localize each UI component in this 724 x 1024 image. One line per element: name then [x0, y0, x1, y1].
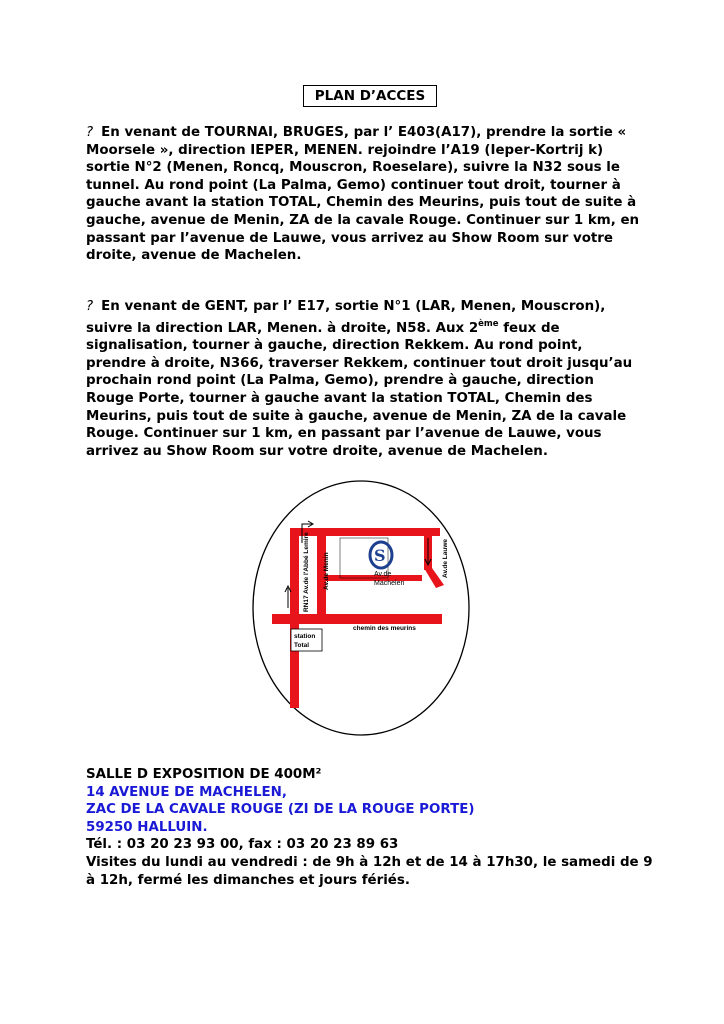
bullet-glyph: ?	[86, 299, 94, 314]
label-station-1: station	[294, 633, 316, 640]
bullet-glyph: ?	[86, 125, 94, 140]
label-road-menin: Av.de Menin	[323, 552, 330, 590]
directions-gent-text-2: feux de signalisation, tourner à gauche, direction Rekkem. Au rond point, prendre à droite, N366, traverser Rekkem, continuer tout droit jusqu’au prochain rond point (La Palma, Gemo), prendre à gauche, direction Rouge Porte, tourner à gauche avant la station TOTAL, Chemin des Meurins, puis tout de suite à gauche, avenue de Menin, ZA de la cavale Rouge. Continuer sur 1 km, en passant par l’avenue de Lauwe, vous arrivez au Show Room sur votre droite, avenue de Machelen.	[86, 320, 633, 459]
address-street: 14 AVENUE DE MACHELEN,	[86, 784, 287, 800]
label-machelen-1: Av.de	[374, 571, 392, 578]
access-map	[250, 478, 472, 740]
label-chemin: chemin des meurins	[353, 625, 416, 632]
directions-tournai-bruges	[86, 124, 646, 265]
address-phone-fax: Tél. : 03 20 23 93 00, fax : 03 20 23 89 63	[86, 837, 399, 853]
page-title: PLAN D’ACCES	[303, 85, 437, 107]
label-road-lauwe: Av.de Lauwe	[442, 538, 449, 578]
directions-gent	[86, 298, 646, 460]
superscript-eme: ème	[478, 318, 499, 329]
svg-text:S: S	[374, 546, 386, 565]
map-oval-border	[253, 481, 469, 735]
address-zone: ZAC DE LA CAVALE ROUGE (ZI DE LA ROUGE PORTE)	[86, 802, 475, 818]
address-showroom: SALLE D EXPOSITION DE 400M²	[86, 767, 322, 782]
address-block	[86, 766, 666, 889]
address-opening-hours: Visites du lundi au vendredi : de 9h à 12h et de 14 à 17h30, le samedi de 9 à 12h, fermé les dimanches et jours fériés.	[86, 854, 653, 888]
label-station-2: Total	[294, 642, 310, 649]
address-city: 59250 HALLUIN.	[86, 819, 208, 835]
directions-tournai-text: En venant de TOURNAI, BRUGES, par l’ E403(A17), prendre la sortie « Moorsele », direction IEPER, MENEN. rejoindre l’A19 (Ieper-Kortrij k) sortie N°2 (Menen, Roncq, Mouscron, Roeselare), suivre la N32 sous le tunnel. Au rond point (La Palma, Gemo) continuer tout droit, tourner à gauche avant la station TOTAL, Chemin des Meurins, puis tout de suite à gauche, avenue de Menin, ZA de la cavale Rouge. Continuer sur 1 km, en passant par l’avenue de Lauwe, vous arrivez au Show Room sur votre droite, avenue de Machelen.	[86, 125, 640, 264]
road-top	[290, 528, 440, 536]
road-chemin-des-meurins	[272, 614, 442, 624]
directions-gent-text-1: En venant de GENT, par l’ E17, sortie N°1 (LAR, Menen, Mouscron), suivre la direction LAR, Menen. à droite, N58. Aux 2	[86, 299, 606, 336]
label-road-left: RN17 Av.de l'Abbé Lemire	[303, 532, 310, 612]
label-machelen-2: Machelen	[374, 580, 405, 587]
